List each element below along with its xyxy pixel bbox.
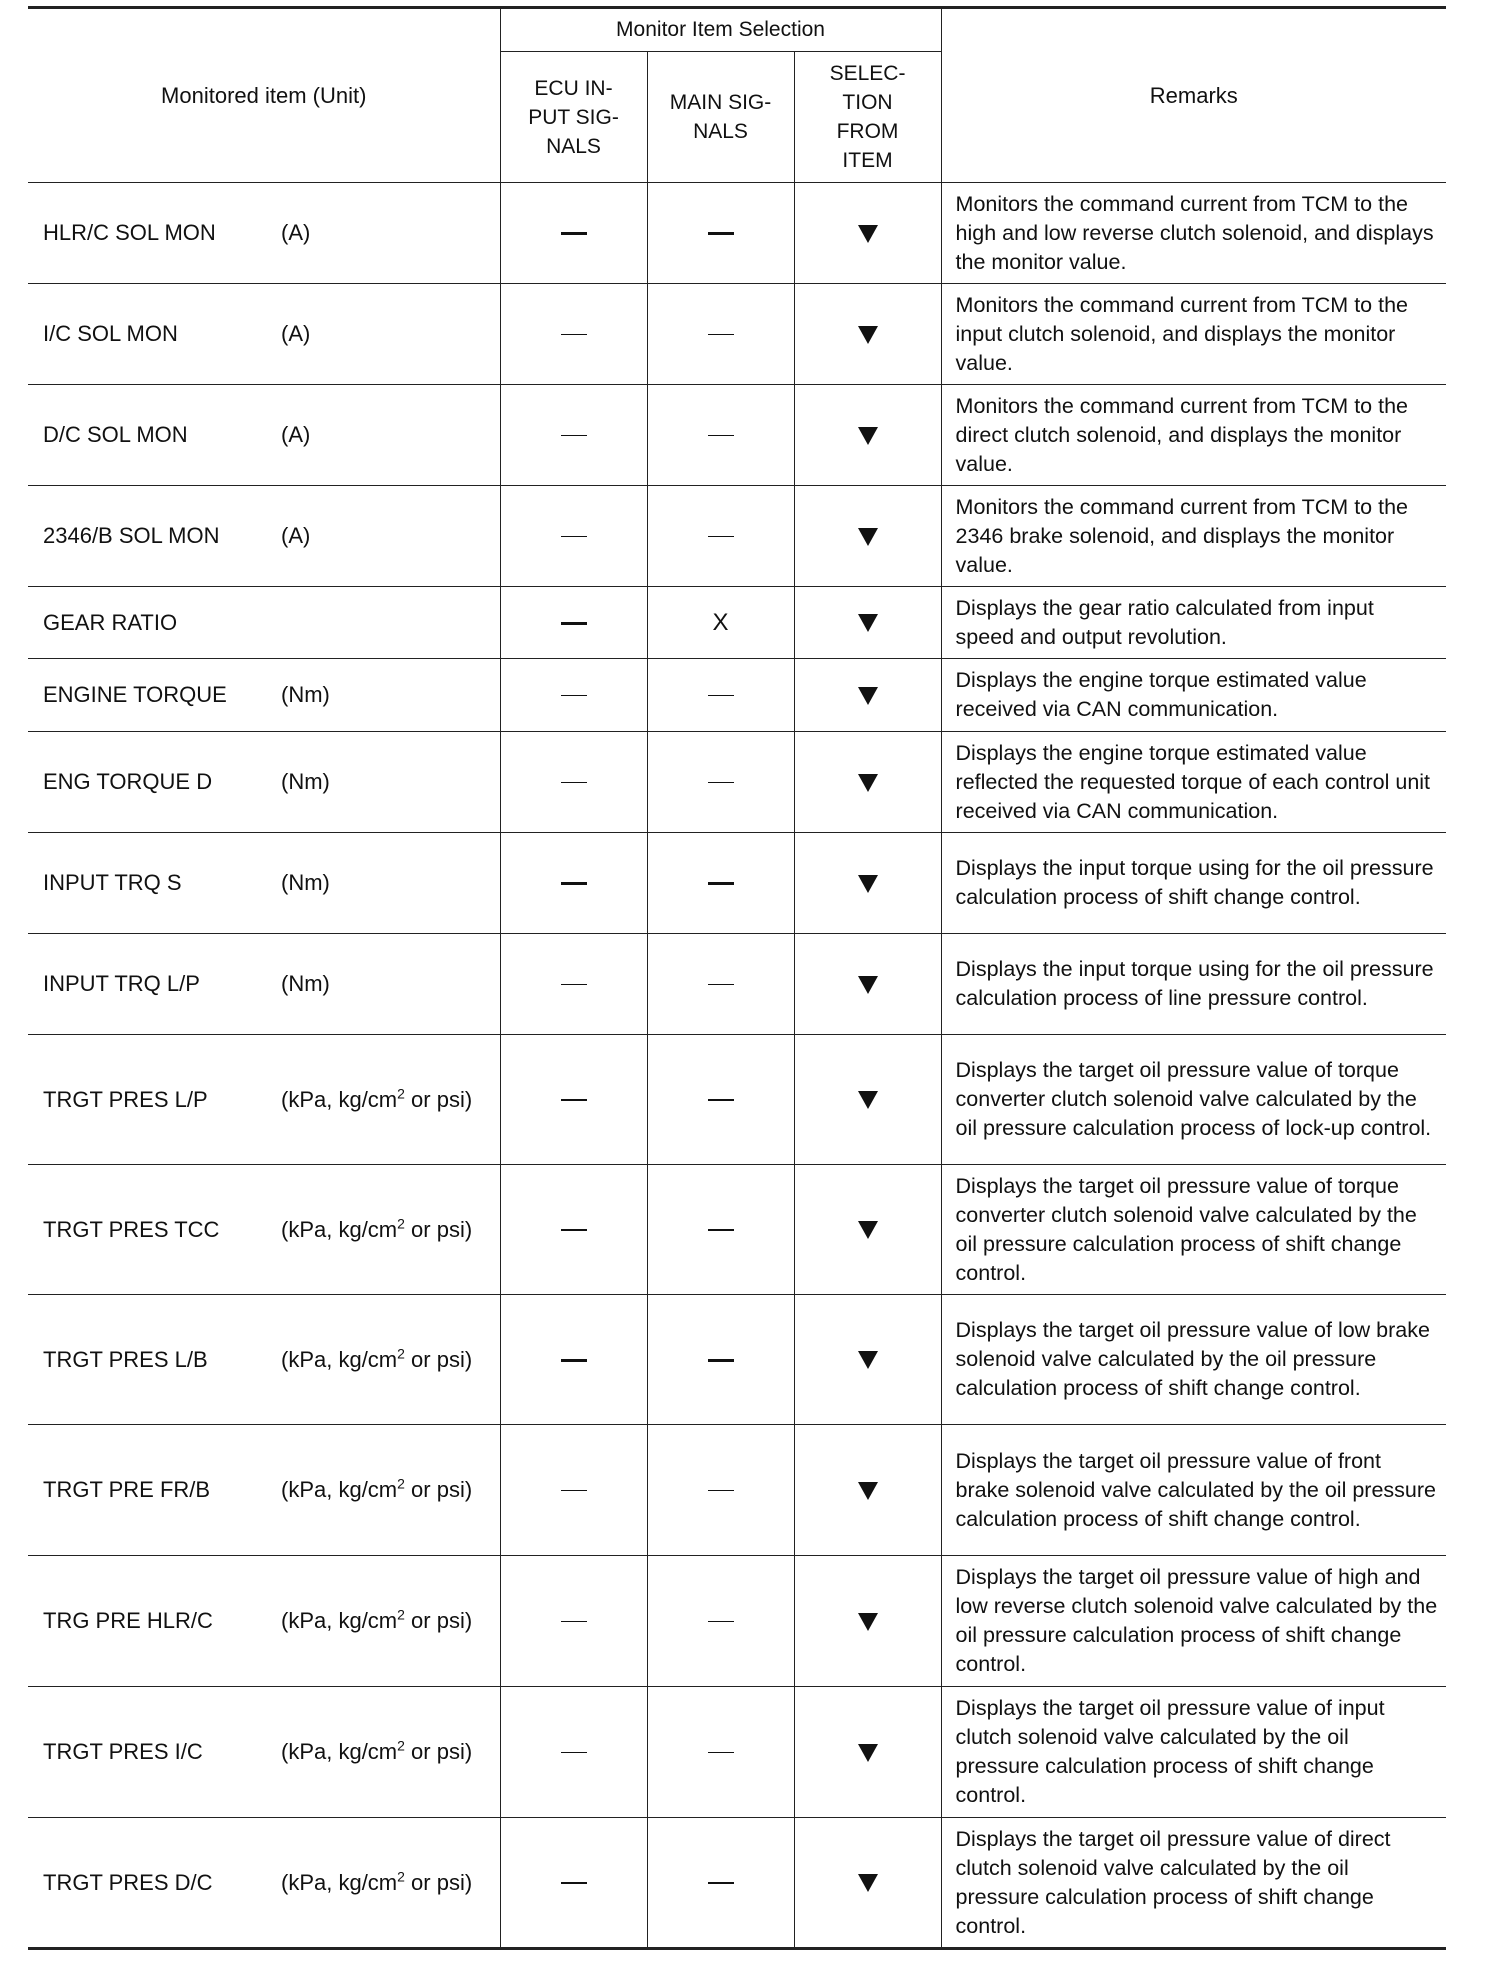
selection-cell [794, 833, 941, 934]
selection-cell [794, 183, 941, 284]
down-triangle-icon [858, 427, 878, 445]
table-row [28, 1165, 1446, 1295]
ecu-input-cell [500, 1295, 647, 1425]
remarks-cell: Displays the target oil pressure value of front brake solenoid valve calculated by the oil pressure calculation process of shift change control. [941, 1425, 1446, 1556]
item-unit: (kPa, $kg/cm^2$ or psi) [281, 1606, 473, 1633]
down-triangle-icon [858, 1221, 878, 1239]
dash-icon [561, 695, 587, 697]
dash-icon [561, 435, 587, 437]
header-selection-line: SELEC- [829, 62, 906, 85]
header-remarks: Remarks [941, 8, 1446, 183]
selection-cell [794, 1295, 941, 1425]
item-unit: (kPa, $kg/cm^2$ or psi) [281, 1085, 473, 1112]
item-unit: (Nm) [281, 682, 330, 707]
selection-cell [794, 732, 941, 833]
item-name: ENG TORQUE D [43, 769, 213, 794]
dash-icon [708, 782, 734, 784]
dash-icon [708, 1490, 734, 1492]
monitored-item-cell [28, 284, 500, 385]
main-signal-cell [647, 486, 794, 587]
header-monitored-item: Monitored item (Unit) [28, 8, 500, 183]
ecu-input-cell [500, 587, 647, 659]
item-name: TRGT PRES L/B [43, 1346, 208, 1372]
header-main-signals [647, 52, 794, 183]
remarks-cell: Monitors the command current from TCM to the direct clutch solenoid, and displays the monitor value. [941, 385, 1446, 486]
monitored-item-cell [28, 732, 500, 833]
table-row [28, 1687, 1446, 1818]
table-row [28, 1818, 1446, 1949]
item-name: INPUT TRQ L/P [43, 971, 200, 996]
main-signal-cell [647, 1556, 794, 1687]
ecu-input-cell [500, 732, 647, 833]
ecu-input-cell [500, 934, 647, 1035]
main-signal-cell [647, 1035, 794, 1165]
selection-cell [794, 587, 941, 659]
remarks-cell: Displays the target oil pressure value of torque converter clutch solenoid valve calculated by the oil pressure calculation process of shift change control. [941, 1165, 1446, 1295]
remarks-cell: Displays the target oil pressure value of direct clutch solenoid valve calculated by the oil pressure calculation process of shift change control. [941, 1818, 1446, 1949]
monitored-item-cell [28, 934, 500, 1035]
item-unit: (kPa, $kg/cm^2$ or psi) [281, 1737, 473, 1764]
monitored-item-cell [28, 183, 500, 284]
monitored-item-cell [28, 833, 500, 934]
monitored-item-cell [28, 486, 500, 587]
down-triangle-icon [858, 1744, 878, 1762]
down-triangle-icon [858, 976, 878, 994]
down-triangle-icon [858, 875, 878, 893]
dash-icon [708, 984, 734, 986]
dash-icon [561, 782, 587, 784]
down-triangle-icon [858, 225, 878, 243]
item-unit: (kPa, $kg/cm^2$ or psi) [281, 1345, 473, 1372]
header-selection-line: FROM [836, 120, 899, 143]
remarks-cell: Displays the input torque using for the oil pressure calculation process of line pressure control. [941, 934, 1446, 1035]
monitored-item-cell [28, 1425, 500, 1556]
dash-icon [708, 1882, 734, 1884]
monitor-item-table [28, 6, 1446, 1950]
main-signal-cell [647, 1295, 794, 1425]
item-unit: (A) [281, 220, 311, 245]
table-row [28, 486, 1446, 587]
ecu-input-cell [500, 1687, 647, 1818]
dash-icon [708, 1229, 734, 1231]
selection-cell [794, 385, 941, 486]
ecu-input-cell [500, 659, 647, 732]
dash-icon [561, 622, 587, 625]
ecu-input-cell [500, 1035, 647, 1165]
selection-cell [794, 934, 941, 1035]
header-ecu-input-signals [500, 52, 647, 183]
remarks-cell: Monitors the command current from TCM to the 2346 brake solenoid, and displays the monitor value. [941, 486, 1446, 587]
monitored-item-cell [28, 1165, 500, 1295]
ecu-input-cell [500, 183, 647, 284]
selection-cell [794, 1818, 941, 1949]
item-name: GEAR RATIO [43, 609, 178, 635]
dash-icon [561, 1621, 587, 1623]
dash-icon [561, 1752, 587, 1754]
table-row [28, 1035, 1446, 1165]
item-unit: (A) [281, 321, 311, 346]
table-row [28, 1556, 1446, 1687]
item-name: I/C SOL MON [43, 321, 178, 346]
down-triangle-icon [858, 326, 878, 344]
header-selection-from-item [794, 52, 941, 183]
dash-icon [708, 536, 734, 538]
monitored-item-cell [28, 1818, 500, 1949]
table-row [28, 385, 1446, 486]
down-triangle-icon [858, 1874, 878, 1892]
item-name: TRGT PRES I/C [43, 1739, 203, 1764]
remarks-cell: Monitors the command current from TCM to the input clutch solenoid, and displays the monitor value. [941, 284, 1446, 385]
ecu-input-cell [500, 1425, 647, 1556]
selection-cell [794, 486, 941, 587]
down-triangle-icon [858, 774, 878, 792]
item-name: TRGT PRES D/C [43, 1869, 213, 1895]
remarks-cell: Displays the input torque using for the oil pressure calculation process of shift change control. [941, 833, 1446, 934]
dash-icon [561, 232, 587, 235]
header-ecu-line: NALS [546, 134, 601, 158]
dash-icon [708, 232, 734, 235]
table-row [28, 1295, 1446, 1425]
ecu-input-cell [500, 385, 647, 486]
main-signal-cell [647, 1687, 794, 1818]
monitored-item-cell [28, 385, 500, 486]
dash-icon [708, 1621, 734, 1623]
table-row [28, 183, 1446, 284]
item-unit: (kPa, $kg/cm^2$ or psi) [281, 1475, 473, 1502]
table-row [28, 587, 1446, 659]
header-main-line: MAIN SIG- [669, 91, 772, 114]
item-name: 2346/B SOL MON [43, 523, 220, 548]
dash-icon [561, 1359, 587, 1362]
header-ecu-line: ECU IN- [534, 76, 613, 100]
table-row [28, 1425, 1446, 1556]
dash-icon [708, 1359, 734, 1362]
monitored-item-cell [28, 659, 500, 732]
selection-cell [794, 1165, 941, 1295]
main-signal-cell [647, 732, 794, 833]
dash-icon [561, 334, 587, 336]
down-triangle-icon [858, 687, 878, 705]
ecu-input-cell [500, 284, 647, 385]
dash-icon [708, 882, 734, 885]
item-name: TRG PRE HLR/C [43, 1608, 213, 1633]
selection-cell [794, 1556, 941, 1687]
dash-icon [561, 882, 587, 885]
selection-cell [794, 284, 941, 385]
item-name: TRGT PRE FR/B [43, 1477, 211, 1502]
item-unit: (A) [281, 523, 311, 548]
ecu-input-cell [500, 1165, 647, 1295]
monitored-item-cell [28, 587, 500, 659]
remarks-cell: Displays the engine torque estimated value received via CAN communication. [941, 659, 1446, 732]
item-name: TRGT PRES L/P [43, 1086, 208, 1112]
main-signal-cell [647, 1165, 794, 1295]
dash-icon [708, 435, 734, 437]
main-signal-cell [647, 385, 794, 486]
remarks-cell: Displays the gear ratio calculated from input speed and output revolution. [941, 587, 1446, 659]
down-triangle-icon [858, 1351, 878, 1369]
selection-cell [794, 1035, 941, 1165]
table-row [28, 833, 1446, 934]
ecu-input-cell [500, 1818, 647, 1949]
dash-icon [708, 695, 734, 697]
header-monitor-item-selection: Monitor Item Selection [500, 8, 941, 52]
remarks-cell: Displays the engine torque estimated value reflected the requested torque of each control unit received via CAN communication. [941, 732, 1446, 833]
item-unit: (Nm) [281, 870, 330, 895]
dash-icon [708, 1752, 734, 1754]
header-main-line: NALS [693, 120, 748, 143]
selection-cell [794, 659, 941, 732]
x-mark: X [712, 608, 729, 636]
down-triangle-icon [858, 528, 878, 546]
selection-cell [794, 1687, 941, 1818]
main-signal-cell [647, 659, 794, 732]
table-header [28, 8, 1446, 183]
item-unit: (A) [281, 422, 311, 447]
main-signal-cell [647, 1425, 794, 1556]
ecu-input-cell [500, 1556, 647, 1687]
item-unit: (kPa, $kg/cm^2$ or psi) [281, 1868, 473, 1895]
down-triangle-icon [858, 614, 878, 632]
table-row [28, 934, 1446, 1035]
dash-icon [708, 1099, 734, 1101]
dash-icon [561, 1882, 587, 1884]
main-signal-cell [647, 284, 794, 385]
table-body [28, 183, 1446, 1949]
remarks-cell: Displays the target oil pressure value of torque converter clutch solenoid valve calculated by the oil pressure calculation process of lock-up control. [941, 1035, 1446, 1165]
item-unit: (Nm) [281, 769, 330, 794]
item-name: D/C SOL MON [43, 422, 188, 447]
remarks-cell: Displays the target oil pressure value of low brake solenoid valve calculated by the oil pressure calculation process of shift change control. [941, 1295, 1446, 1425]
monitored-item-cell [28, 1687, 500, 1818]
remarks-cell: Displays the target oil pressure value of high and low reverse clutch solenoid valve calculated by the oil pressure calculation process of shift change control. [941, 1556, 1446, 1687]
ecu-input-cell [500, 486, 647, 587]
table-row [28, 659, 1446, 732]
dash-icon [561, 1099, 587, 1101]
main-signal-cell [647, 1818, 794, 1949]
dash-icon [561, 1229, 587, 1231]
down-triangle-icon [858, 1613, 878, 1631]
item-name: INPUT TRQ S [43, 870, 182, 895]
item-name: ENGINE TORQUE [43, 682, 227, 707]
dash-icon [708, 334, 734, 336]
header-ecu-line: PUT SIG- [528, 105, 619, 129]
monitored-item-cell [28, 1556, 500, 1687]
down-triangle-icon [858, 1091, 878, 1109]
selection-cell [794, 1425, 941, 1556]
remarks-cell: Monitors the command current from TCM to the high and low reverse clutch solenoid, and displays the monitor value. [941, 183, 1446, 284]
item-unit: (Nm) [281, 971, 330, 996]
remarks-cell: Displays the target oil pressure value of input clutch solenoid valve calculated by the oil pressure calculation process of shift change control. [941, 1687, 1446, 1818]
main-signal-cell [647, 833, 794, 934]
table-row [28, 284, 1446, 385]
dash-icon [561, 536, 587, 538]
main-signal-cell [647, 587, 794, 659]
ecu-input-cell [500, 833, 647, 934]
header-selection-line: TION [842, 91, 893, 114]
down-triangle-icon [858, 1482, 878, 1500]
monitored-item-cell [28, 1295, 500, 1425]
item-name: HLR/C SOL MON [43, 220, 216, 245]
item-name: TRGT PRES TCC [43, 1216, 220, 1242]
table-row [28, 732, 1446, 833]
header-selection-line: ITEM [842, 149, 893, 172]
dash-icon [561, 1490, 587, 1492]
monitored-item-cell [28, 1035, 500, 1165]
main-signal-cell [647, 934, 794, 1035]
main-signal-cell [647, 183, 794, 284]
item-unit: (kPa, $kg/cm^2$ or psi) [281, 1215, 473, 1242]
dash-icon [561, 984, 587, 986]
